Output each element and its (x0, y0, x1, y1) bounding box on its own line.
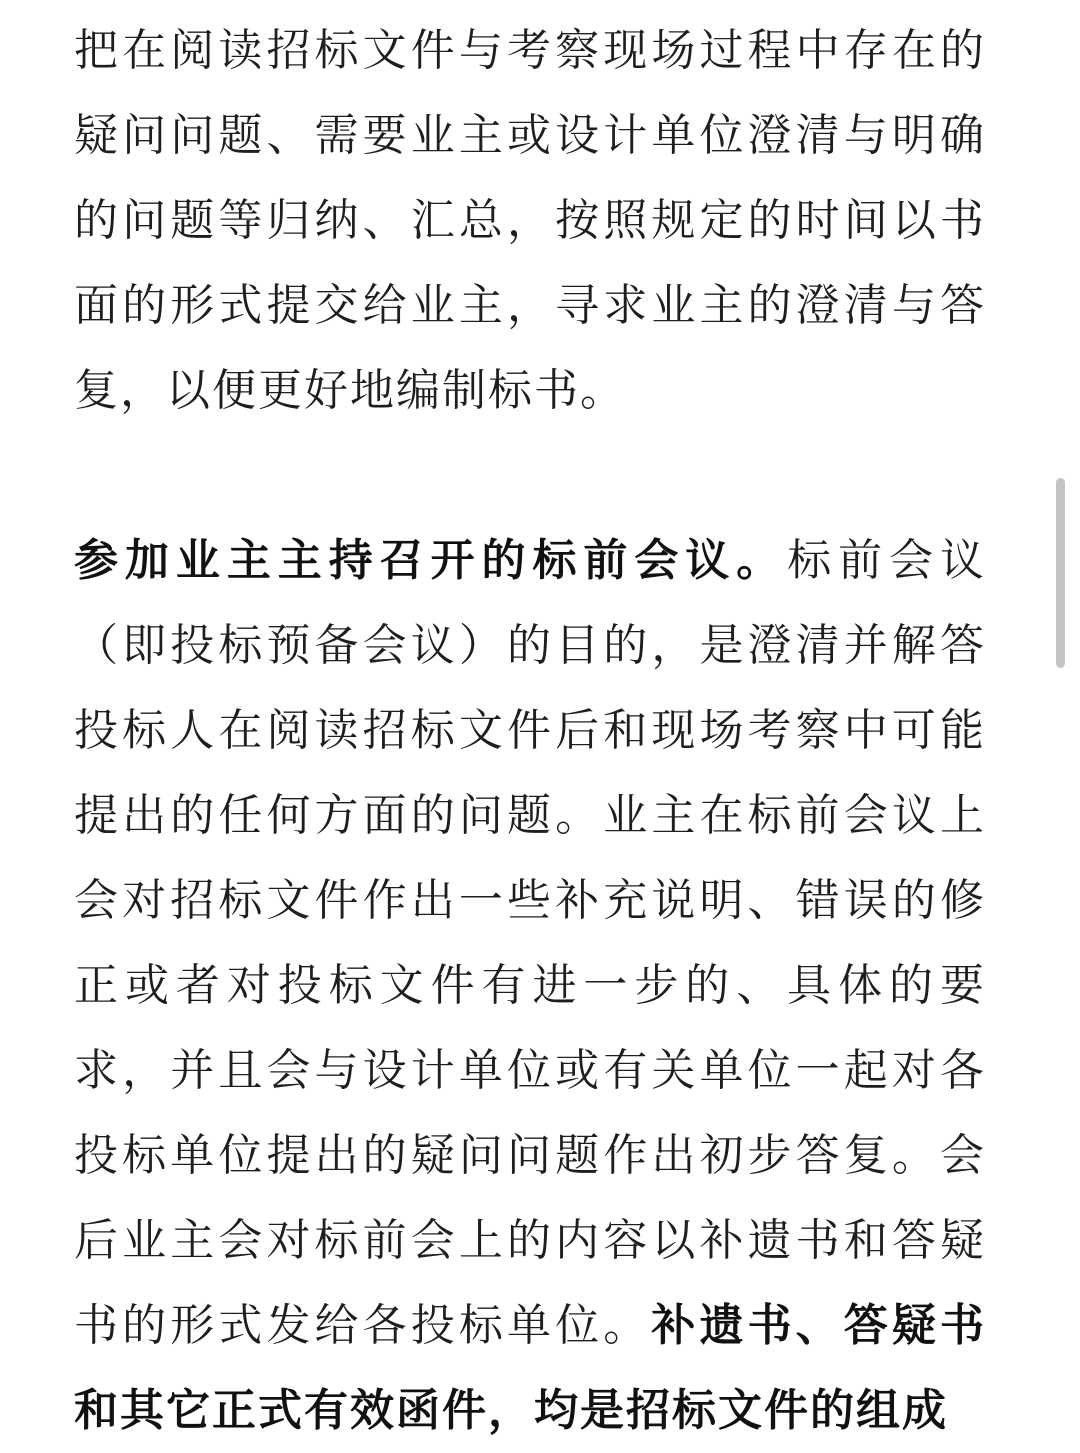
paragraph-pre-bid-meeting (74, 518, 986, 1453)
paragraph-clarification-text: 把在阅读招标文件与考察现场过程中存在的疑问问题、需要业主或设计单位澄清与明确的问题等归纳、汇总，按照规定的时间以书面的形式提交给业主，寻求业主的澄清与答复，以便更好地编制标书。 (74, 25, 986, 416)
pre-bid-meeting-heading: 参加业主主持召开的标前会议。 (74, 535, 788, 586)
pre-bid-meeting-body: 标前会议（即投标预备会议）的目的，是澄清并解答投标人在阅读招标文件后和现场考察中可能提出的任何方面的问题。业主在标前会议上会对招标文件作出一些补充说明、错误的修正或者对投标文件有进一步的、具体的要求，并且会与设计单位或有关单位一起对各投标单位提出的疑问问题作出初步答复。会后业主会对标前会上的内容以补遗书和答疑书的形式发给各投标单位。 (74, 535, 987, 1351)
paragraph-clarification (74, 8, 986, 433)
scrollbar-thumb[interactable] (1056, 478, 1065, 668)
article-content (74, 8, 986, 1453)
pre-bid-meeting-emphasis: 补遗书、答疑书和其它正式有效函件，均是招标文件的组成 (74, 1300, 987, 1436)
